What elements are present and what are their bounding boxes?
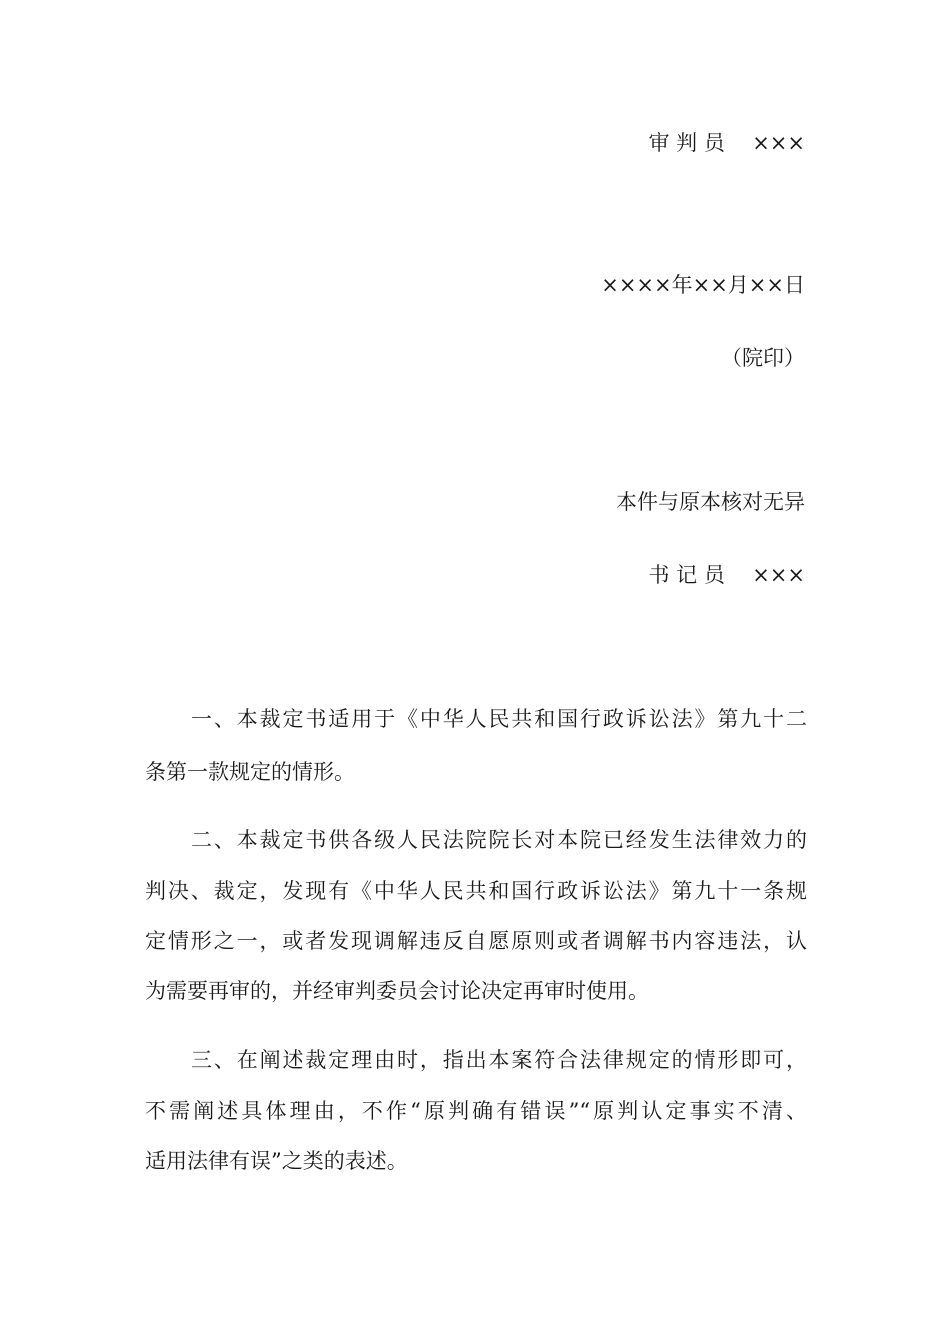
judge-name: ××× [752,131,805,155]
note-1-line-1: 一、本裁定书适用于《中华人民共和国行政诉讼法》第九十二 [191,707,807,731]
note-2-line-3: 定情形之一，或者发现调解违反自愿原则或者调解书内容违法，认 [145,929,807,953]
note-2-line-2: 判决、裁定，发现有《中华人民共和国行政诉讼法》第九十一条规 [145,879,807,903]
note-3-line-3: 适用法律有误”之类的表述。 [145,1149,408,1173]
clerk-label: 书 记 员 [648,563,725,587]
note-2-line-4: 为需要再审的，并经审判委员会讨论决定再审时使用。 [145,979,649,1003]
note-3-line-1: 三、在阐述裁定理由时，指出本案符合法律规定的情形即可， [191,1048,807,1072]
document-date: ××××年××月××日 [601,273,805,297]
verification-statement: 本件与原本核对无异 [616,490,805,514]
clerk-signature [648,560,805,590]
judge-signature [648,128,805,158]
judge-label: 审 判 员 [648,131,725,155]
note-2-line-1: 二、本裁定书供各级人民法院院长对本院已经发生法律效力的 [191,828,807,852]
note-3-line-2: 不需阐述具体理由，不作“原判确有错误”“原判认定事实不清、 [145,1099,807,1123]
court-seal: （院印） [721,346,805,370]
note-1-line-2: 条第一款规定的情形。 [145,760,355,784]
clerk-name: ××× [752,563,805,587]
